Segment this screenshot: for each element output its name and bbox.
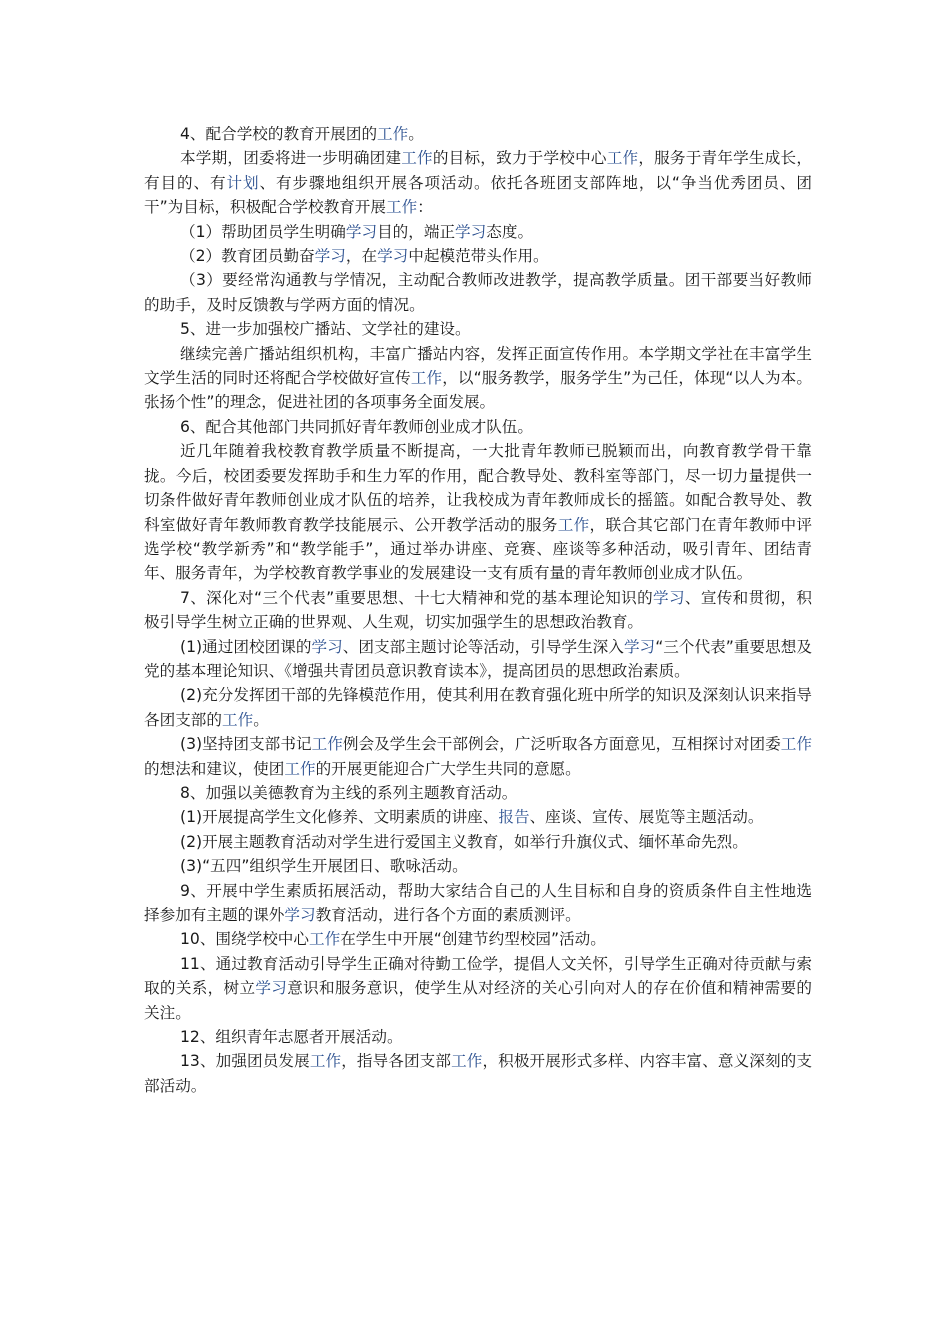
- paragraph-text: ，积极开展形式多样、内容丰富、意义深刻的支部活动。: [144, 1052, 812, 1095]
- paragraph-text: （2）教育团员勤奋: [180, 247, 315, 266]
- paragraph-text: 的开展更能迎合广大学生共同的意愿。: [315, 759, 581, 778]
- keyword-link[interactable]: 工作: [606, 149, 639, 168]
- paragraph: [144, 586, 812, 635]
- paragraph-text: 8、加强以美德教育为主线的系列主题教育活动。: [180, 783, 518, 802]
- paragraph: [144, 952, 812, 1025]
- paragraph-text: 态度。: [486, 222, 534, 241]
- paragraph-text: (1)开展提高学生文化修养、文明素质的讲座、: [180, 808, 499, 827]
- paragraph-text: ，服务于青年学生成长，有目的、有: [144, 149, 812, 192]
- paragraph: [144, 268, 812, 317]
- document-body: [144, 122, 812, 1098]
- paragraph: [144, 415, 812, 439]
- paragraph: [144, 830, 812, 854]
- paragraph-text: 意识和服务意识，使学生从对经济的关心引向对人的存在价值和精神需要的关注。: [144, 979, 812, 1022]
- paragraph: [144, 220, 812, 244]
- paragraph-text: 、有步骤地组织开展各项活动。依托各班团支部阵地，以“争当优秀团员、团干”为目标，积极配合学校教育开展: [144, 173, 812, 217]
- paragraph-text: ，在: [345, 247, 378, 266]
- paragraph-text: 目的，端正: [377, 222, 456, 241]
- paragraph-text: （1）帮助团员学生明确: [180, 222, 346, 241]
- paragraph-text: 的想法和建议，使团: [144, 759, 285, 778]
- paragraph: [144, 146, 812, 219]
- paragraph: [144, 342, 812, 415]
- paragraph-text: 。: [408, 125, 424, 143]
- keyword-link[interactable]: 工作: [410, 369, 443, 388]
- paragraph-text: 11、通过教育活动引导学生正确对待勤工俭学，提倡人文关怀，引导学生正确对待贡献与索取的关系，树立: [144, 954, 812, 998]
- keyword-link[interactable]: 学习: [377, 247, 409, 266]
- paragraph-text: 继续完善广播站组织机构，丰富广播站内容，发挥正面宣传作用。本学期文学社在丰富学生文学生活的同时还将配合学校做好宣传: [144, 344, 812, 388]
- keyword-link[interactable]: 工作: [377, 125, 409, 143]
- paragraph: [144, 439, 812, 585]
- keyword-link[interactable]: 计划: [226, 173, 260, 192]
- paragraph-text: 5、进一步加强校广播站、文学社的建设。: [180, 320, 471, 339]
- paragraph-text: (2)开展主题教育活动对学生进行爱国主义教育，如举行升旗仪式、缅怀革命先烈。: [180, 832, 748, 851]
- paragraph-text: 近几年随着我校教育教学质量不断提高，一大批青年教师已脱颖而出，向教育教学骨干靠拢。今后，校团委要发挥助手和生力军的作用，配合教导处、教科室等部门，尽一切力量提供一切条件做好青年教师创业成才队伍的培养，让我校成为青年教师成长的摇篮。如配合教导处、教科室做好青年教师教育教学技能展示、公开教学活动的服务: [144, 442, 812, 534]
- paragraph-text: “三个代表”重要思想及党的基本理论知识、《增强共青团员意识教育读本》，提高团员的思想政治素质。: [144, 637, 812, 680]
- paragraph-text: 、座谈、宣传、展览等主题活动。: [529, 808, 764, 827]
- paragraph: [144, 683, 812, 732]
- paragraph-text: 中起模范带头作用。: [408, 247, 549, 266]
- keyword-link[interactable]: 学习: [345, 222, 378, 241]
- keyword-link[interactable]: 工作: [386, 198, 418, 217]
- keyword-link[interactable]: 工作: [309, 930, 341, 949]
- paragraph: [144, 1025, 812, 1049]
- paragraph-text: 7、深化对“三个代表”重要思想、十七大精神和党的基本理论知识的: [180, 588, 654, 607]
- keyword-link[interactable]: 报告: [498, 808, 530, 827]
- keyword-link[interactable]: 工作: [284, 759, 316, 778]
- paragraph: [144, 122, 812, 146]
- paragraph-text: 10、围绕学校中心: [180, 930, 309, 949]
- paragraph: [144, 854, 812, 878]
- paragraph-text: ，联合其它部门在青年教师中评选学校“教学新秀”和“教学能手”，通过举办讲座、竞赛、座谈等多种活动，吸引青年、团结青年、服务青年，为学校教育教学事业的发展建设一支有质有量的青年教师创业成才队伍。: [144, 515, 812, 583]
- paragraph-text: 、宣传和贯彻，积极引导学生树立正确的世界观、人生观，切实加强学生的思想政治教育。: [144, 588, 812, 632]
- paragraph-text: 教育活动，进行各个方面的素质测评。: [315, 906, 581, 924]
- keyword-link[interactable]: 工作: [401, 149, 433, 168]
- keyword-link[interactable]: 学习: [623, 637, 656, 656]
- keyword-link[interactable]: 工作: [221, 710, 254, 729]
- keyword-link[interactable]: 工作: [780, 735, 812, 754]
- paragraph-text: 例会及学生会干部例会，广泛听取各方面意见，互相探讨对团委: [342, 735, 781, 754]
- paragraph: [144, 244, 812, 268]
- paragraph-text: （3）要经常沟通教与学情况，主动配合教师改进教学，提高教学质量。团干部要当好教师的助手，及时反馈教与学两方面的情况。: [144, 271, 812, 314]
- keyword-link[interactable]: 工作: [451, 1052, 483, 1071]
- paragraph-text: (2)充分发挥团干部的先锋模范作用，使其利用在教育强化班中所学的知识及深刻认识来指导各团支部的: [144, 686, 812, 729]
- keyword-link[interactable]: 学习: [455, 222, 487, 241]
- paragraph-text: 本学期，团委将进一步明确团建: [180, 149, 402, 168]
- paragraph: [144, 1049, 812, 1098]
- keyword-link[interactable]: 学习: [255, 979, 288, 998]
- paragraph: [144, 732, 812, 781]
- paragraph-text: ，以“服务教学，服务学生”为己任，体现“以人为本。张扬个性”的理念，促进社团的各项事务全面发展。: [144, 369, 812, 412]
- paragraph: [144, 805, 812, 829]
- paragraph-text: 、团支部主题讨论等活动，引导学生深入: [342, 637, 624, 656]
- paragraph-text: ，指导各团支部: [341, 1052, 452, 1071]
- paragraph: [144, 927, 812, 951]
- keyword-link[interactable]: 学习: [653, 588, 685, 607]
- paragraph: [144, 317, 812, 341]
- paragraph-text: (3)坚持团支部书记: [180, 735, 312, 754]
- paragraph-text: 12、组织青年志愿者开展活动。: [180, 1028, 403, 1047]
- paragraph-text: (3)“五四”组织学生开展团日、歌咏活动。: [180, 857, 468, 876]
- paragraph-text: 。: [253, 710, 269, 729]
- paragraph: [144, 879, 812, 928]
- paragraph-text: 13、加强团员发展: [180, 1052, 310, 1071]
- keyword-link[interactable]: 学习: [314, 247, 346, 266]
- paragraph-text: ：: [417, 198, 433, 217]
- paragraph-text: 4、配合学校的教育开展团的: [180, 125, 378, 143]
- keyword-link[interactable]: 工作: [309, 1052, 342, 1071]
- paragraph-text: 9、开展中学生素质拓展活动，帮助大家结合自己的人生目标和自身的资质条件自主性地选择参加有主题的课外: [144, 881, 812, 924]
- keyword-link[interactable]: 学习: [284, 906, 316, 924]
- keyword-link[interactable]: 工作: [557, 515, 590, 534]
- paragraph: [144, 781, 812, 805]
- paragraph-text: 在学生中开展“创建节约型校园”活动。: [340, 930, 606, 949]
- paragraph-text: (1)通过团校团课的: [180, 637, 312, 656]
- paragraph-text: 的目标，致力于学校中心: [432, 149, 607, 168]
- paragraph-text: 6、配合其他部门共同抓好青年教师创业成才队伍。: [180, 417, 533, 436]
- keyword-link[interactable]: 工作: [311, 735, 343, 754]
- paragraph: [144, 635, 812, 684]
- keyword-link[interactable]: 学习: [311, 637, 343, 656]
